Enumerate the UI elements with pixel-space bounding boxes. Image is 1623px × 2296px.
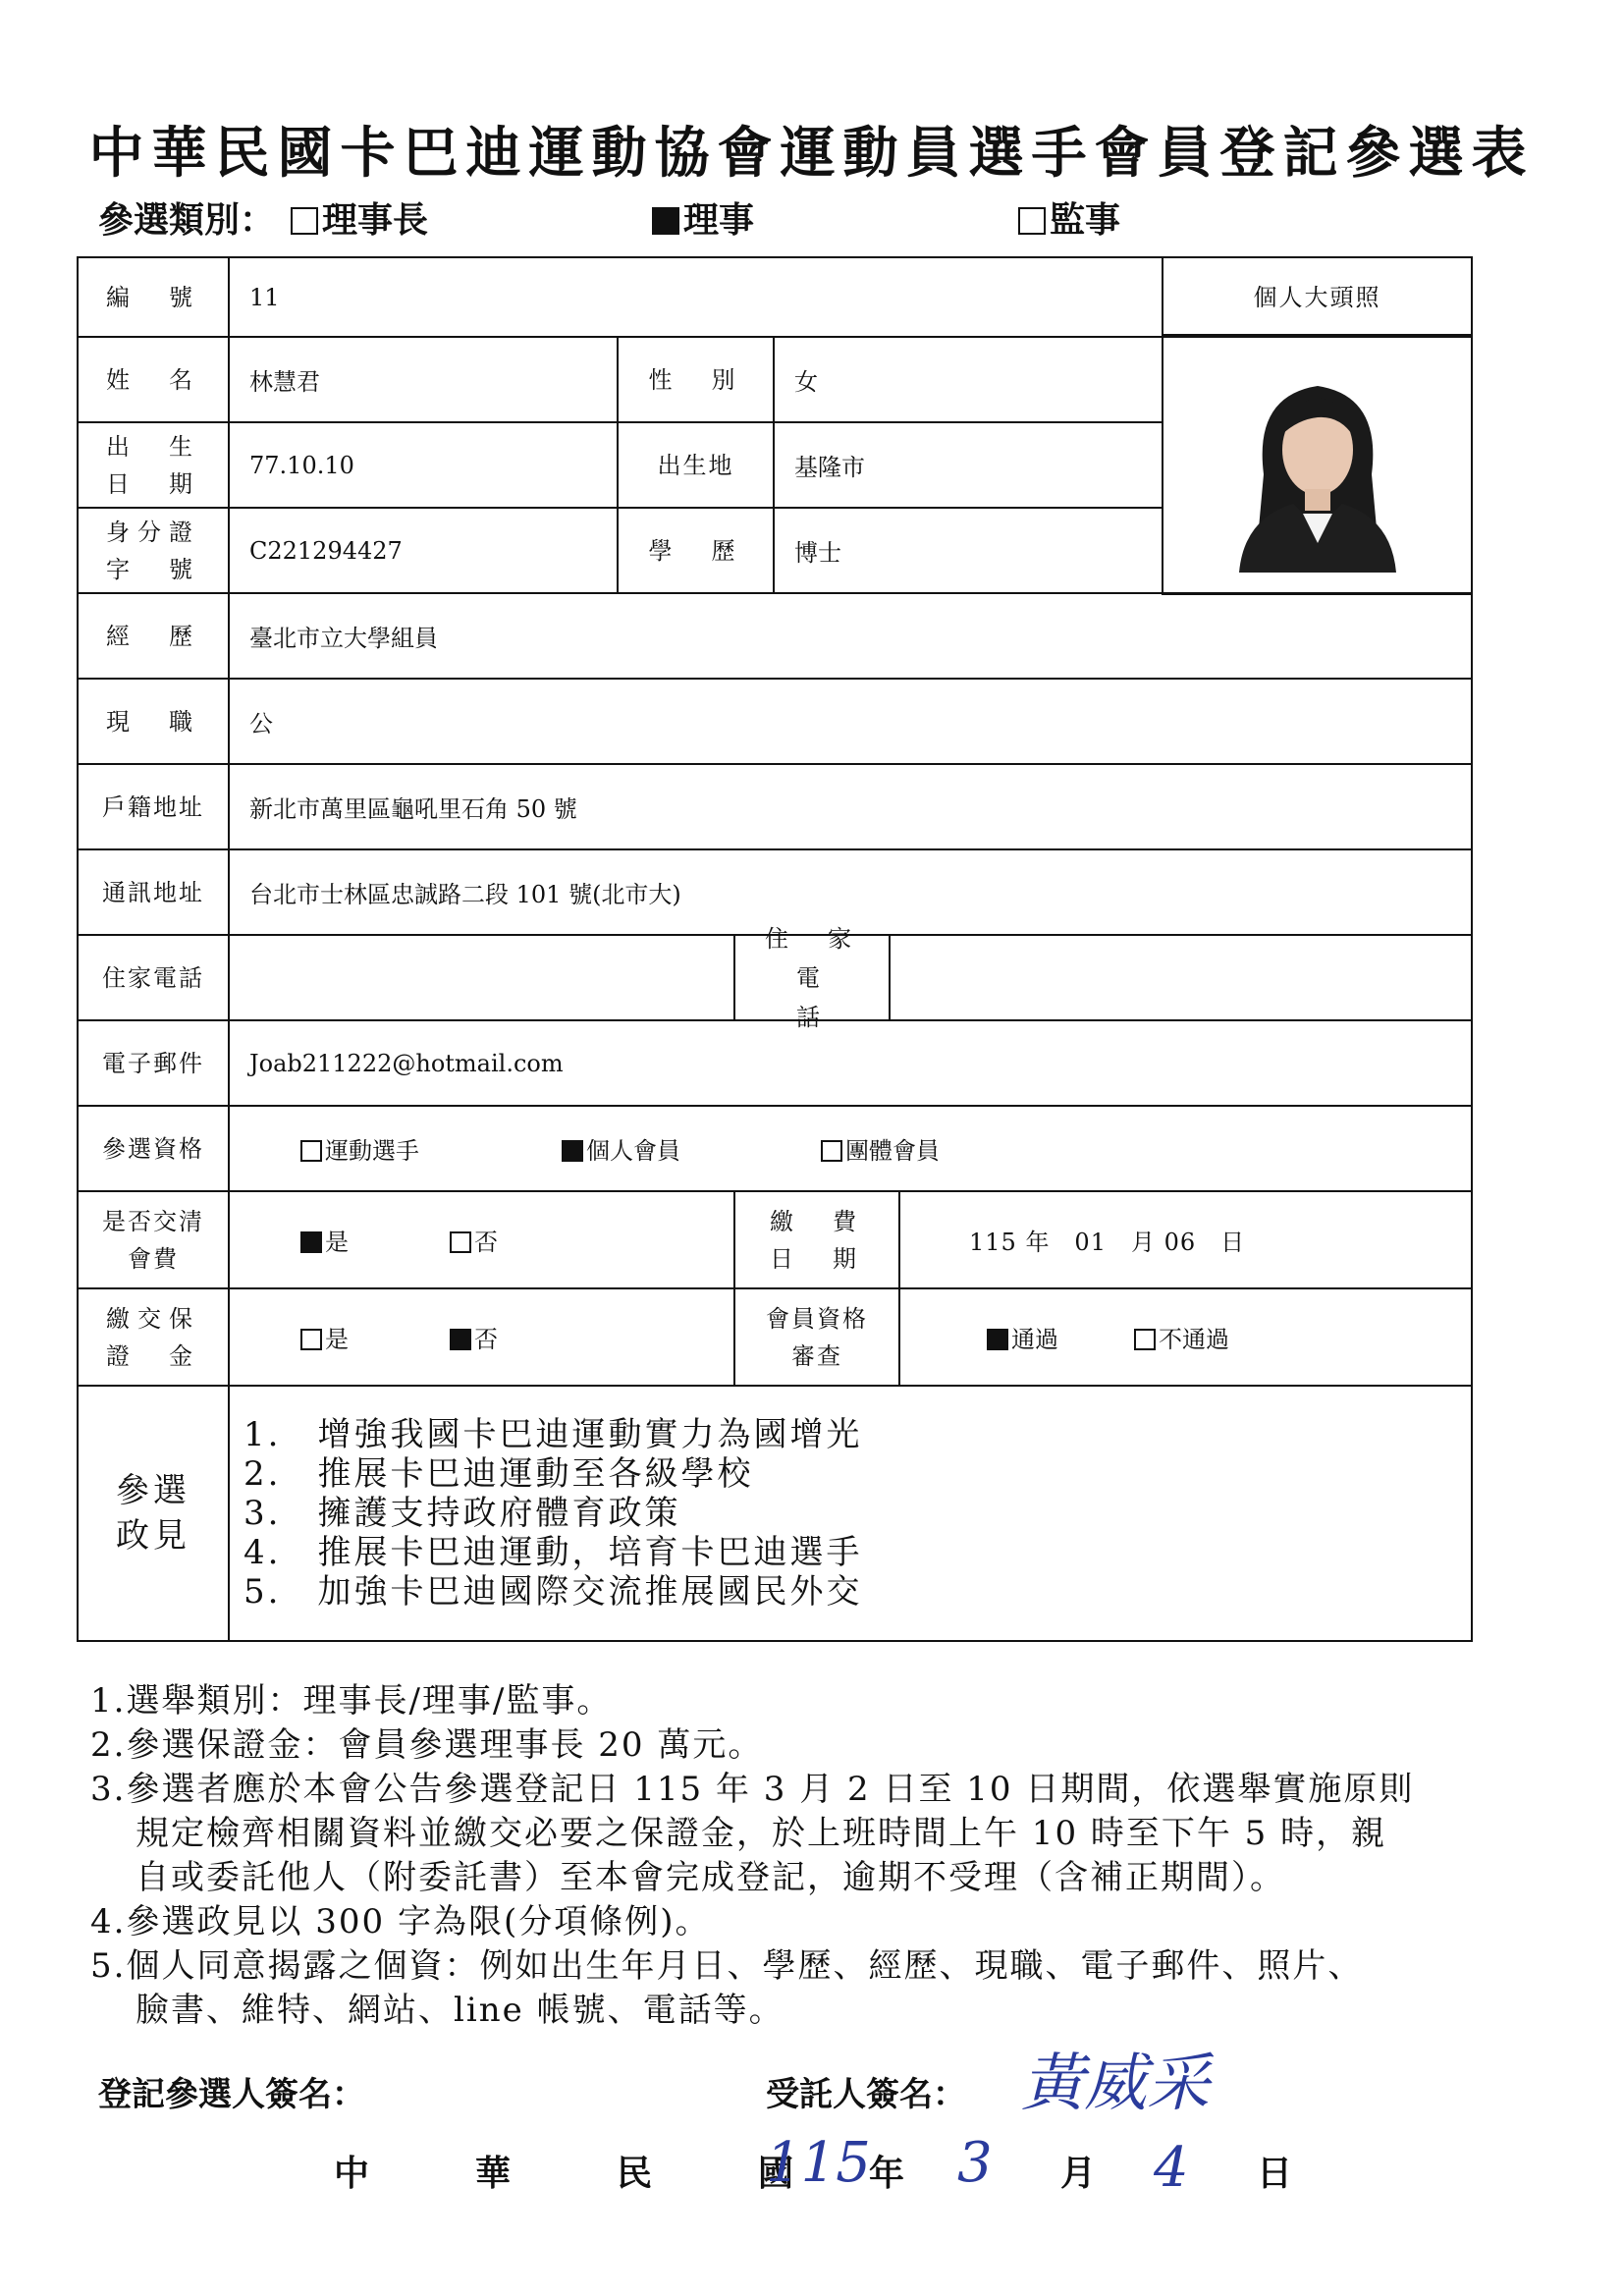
- date-day-unit: 日: [1257, 2154, 1293, 2194]
- qualification-label: 參選資格: [77, 1105, 230, 1192]
- number-value: 11: [228, 256, 1163, 338]
- experience-value: 臺北市立大學組員: [228, 592, 1473, 680]
- birthplace-label: 出生地: [617, 421, 775, 509]
- deposit-options: [228, 1287, 735, 1387]
- birth-value: 77.10.10: [228, 421, 619, 509]
- deposit-yes[interactable]: 是: [300, 1320, 349, 1354]
- portrait-image: [1224, 356, 1411, 573]
- qual-option-individual[interactable]: 個人會員: [562, 1131, 680, 1166]
- agent-signature-label: 受託人簽名：: [766, 2075, 966, 2114]
- checkbox[interactable]: [1018, 207, 1046, 235]
- number-label: 編 號: [77, 256, 230, 338]
- review-label: 會員資格 審查: [733, 1287, 900, 1387]
- registered-address-value: 新北市萬里區龜吼里石角 50 號: [228, 763, 1473, 850]
- date-year: 115: [766, 2131, 871, 2195]
- category-option-director[interactable]: 理事: [652, 192, 754, 243]
- job-label: 現 職: [77, 678, 230, 765]
- portrait-photo: [1162, 334, 1473, 595]
- edu-label: 學 歷: [617, 507, 775, 594]
- opinion-item: 1. 增強我國卡巴迪運動實力為國增光: [243, 1415, 863, 1454]
- date-month: 3: [957, 2131, 993, 2195]
- note-item: 5.個人同意揭露之個資：例如出生年月日、學歷、經歷、現職、電子郵件、照片、: [90, 1946, 1364, 1986]
- form-title: 中華民國卡巴迪運動協會運動員選手會員登記參選表: [88, 122, 1535, 186]
- qual-option-athlete[interactable]: 運動選手: [300, 1131, 419, 1166]
- category-option-supervisor[interactable]: 監事: [1018, 192, 1120, 243]
- photo-label: 個人大頭照: [1162, 256, 1473, 338]
- note-item: 規定檢齊相關資料並繳交必要之保證金，於上班時間上午 10 時至下午 5 時，親: [135, 1814, 1387, 1853]
- note-item: 1.選舉類別：理事長/理事/監事。: [90, 1681, 613, 1721]
- fee-yes[interactable]: 是: [300, 1223, 349, 1257]
- gender-label: 性 別: [617, 336, 775, 423]
- home-phone-value: [228, 934, 735, 1021]
- birthplace-value: 基隆市: [773, 421, 1163, 509]
- agent-signature: 黃威采: [1021, 2048, 1210, 2120]
- date-prefix: 中 華 民 國: [334, 2154, 794, 2194]
- note-item: 自或委託他人（附委託書）至本會完成登記，逾期不受理（含補正期間）。: [135, 1858, 1285, 1897]
- home-phone-label-2: 住 家 電 話: [733, 934, 891, 1021]
- id-label: 身分證 字 號: [77, 507, 230, 594]
- fee-no[interactable]: 否: [450, 1223, 498, 1257]
- email-label: 電子郵件: [77, 1019, 230, 1107]
- note-item: 2.參選保證金：會員參選理事長 20 萬元。: [90, 1725, 764, 1765]
- review-pass[interactable]: 通過: [987, 1320, 1058, 1354]
- checkbox-checked[interactable]: [652, 207, 679, 235]
- experience-label: 經 歷: [77, 592, 230, 680]
- review-options: [898, 1287, 1473, 1387]
- opinion-item: 2. 推展卡巴迪運動至各級學校: [243, 1454, 754, 1494]
- candidate-signature-label: 登記參選人簽名：: [98, 2075, 365, 2114]
- note-item: 臉書、維特、網站、line 帳號、電話等。: [135, 1991, 784, 2030]
- job-value: 公: [228, 678, 1473, 765]
- gender-value: 女: [773, 336, 1163, 423]
- pay-date-label: 繳 費 日 期: [733, 1190, 900, 1289]
- opinion-list: [228, 1385, 1473, 1642]
- opinion-item: 4. 推展卡巴迪運動，培育卡巴迪選手: [243, 1533, 863, 1572]
- checkbox[interactable]: [291, 207, 318, 235]
- category-label: 參選類別：: [98, 200, 276, 241]
- mailing-address-label: 通訊地址: [77, 848, 230, 936]
- opinion-item: 3. 擁護支持政府體育政策: [243, 1494, 681, 1533]
- pay-date-value: 115 年 01 月 06 日: [898, 1190, 1473, 1289]
- date-year-unit: 年: [869, 2154, 905, 2194]
- review-fail[interactable]: 不通過: [1134, 1320, 1229, 1354]
- name-value: 林慧君: [228, 336, 619, 423]
- mailing-address-value: 台北市士林區忠誠路二段 101 號(北市大): [228, 848, 1473, 936]
- id-value: C221294427: [228, 507, 619, 594]
- date-month-unit: 月: [1060, 2154, 1097, 2194]
- qual-option-group[interactable]: 團體會員: [821, 1131, 940, 1166]
- deposit-label: 繳交保 證 金: [77, 1287, 230, 1387]
- home-phone-label: 住家電話: [77, 934, 230, 1021]
- fee-paid-options: [228, 1190, 735, 1289]
- category-option-chairman[interactable]: 理事長: [291, 192, 428, 243]
- fee-paid-label: 是否交清 會費: [77, 1190, 230, 1289]
- deposit-no[interactable]: 否: [450, 1320, 498, 1354]
- home-phone-value-2: [889, 934, 1473, 1021]
- registered-address-label: 戶籍地址: [77, 763, 230, 850]
- name-label: 姓 名: [77, 336, 230, 423]
- edu-value: 博士: [773, 507, 1163, 594]
- qualification-options: [228, 1105, 1473, 1192]
- note-item: 3.參選者應於本會公告參選登記日 115 年 3 月 2 日至 10 日期間，依選舉實施原則: [90, 1770, 1415, 1809]
- email-value: Joab211222@hotmail.com: [228, 1019, 1473, 1107]
- note-item: 4.參選政見以 300 字為限(分項條例)。: [90, 1902, 711, 1941]
- birth-label: 出 生 日 期: [77, 421, 230, 509]
- opinion-label: 參選 政見: [77, 1385, 230, 1642]
- notes: [90, 1679, 1504, 2033]
- opinion-item: 5. 加強卡巴迪國際交流推展國民外交: [243, 1572, 863, 1612]
- date-day: 4: [1154, 2136, 1189, 2200]
